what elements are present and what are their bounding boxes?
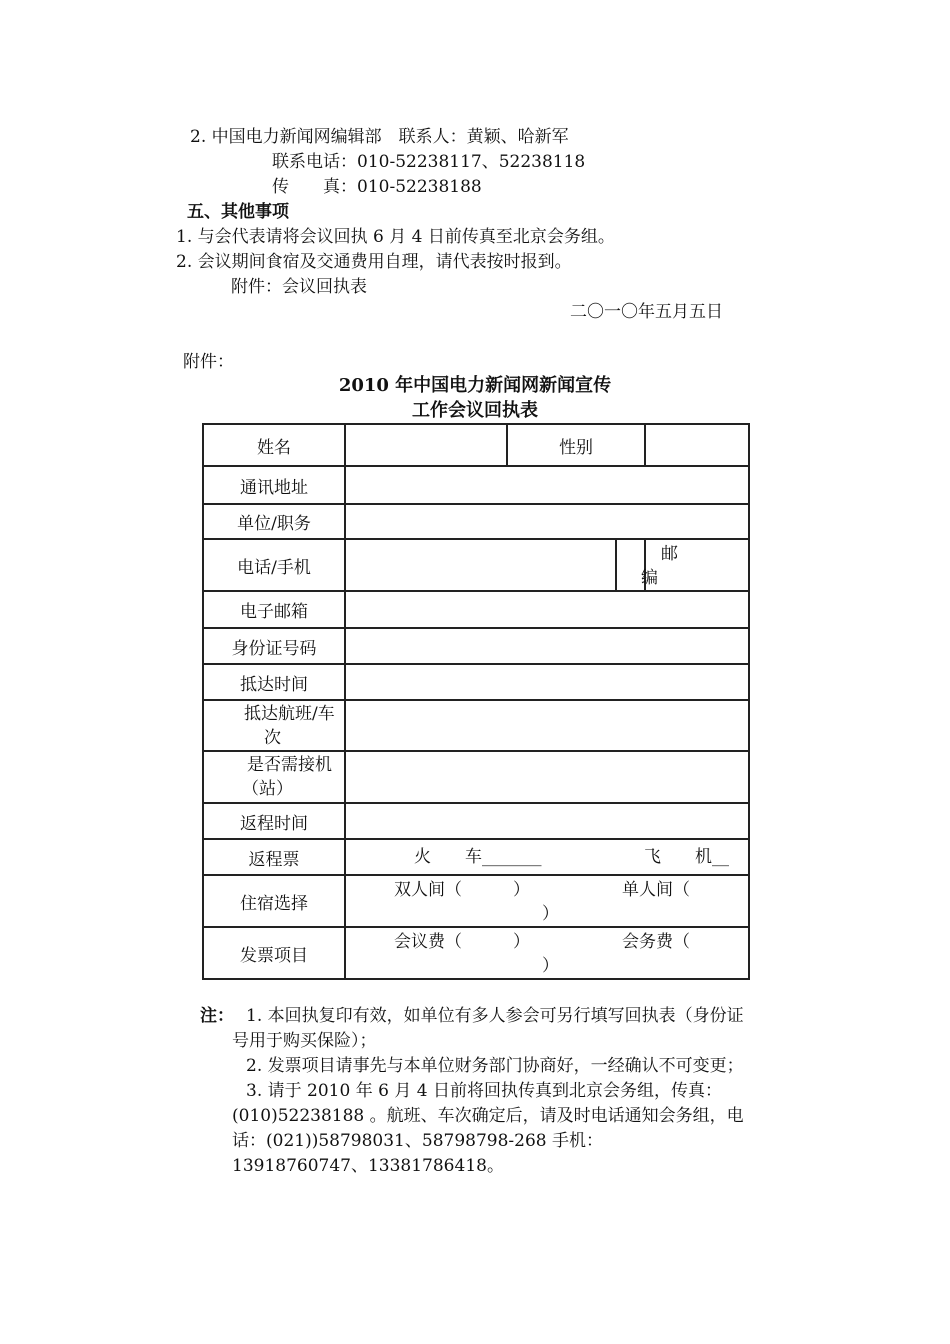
section-item-1: 1. 与会代表请将会议回执 6 月 4 日前传真至北京会务组。 <box>176 227 615 247</box>
invoice-label: 发票项目 <box>203 927 345 979</box>
pickup-label-1: 是否需接机 <box>247 755 332 775</box>
invoice-field[interactable] <box>345 927 749 979</box>
id-number-field[interactable] <box>345 628 749 664</box>
zip-label-cell <box>616 539 678 591</box>
service-fee-close: ） <box>542 956 559 976</box>
train-option[interactable]: 火 车_______ <box>414 847 542 867</box>
flight-field[interactable] <box>345 700 749 751</box>
note-3d: 13918760747、13381786418。 <box>232 1156 504 1176</box>
form-row-pickup <box>203 751 749 803</box>
phone-label: 电话/手机 <box>203 539 345 591</box>
meeting-fee-option[interactable]: 会议费（ ） <box>394 932 530 952</box>
pickup-label-2: （站） <box>242 779 293 799</box>
phone-field[interactable] <box>345 539 616 591</box>
form-row-name <box>203 424 749 466</box>
note-2: 2. 发票项目请事先与本单位财务部门协商好，一经确认不可变更； <box>246 1056 744 1076</box>
email-field[interactable] <box>345 591 749 628</box>
flight-label-1: 抵达航班/车 <box>244 704 335 724</box>
address-label: 通讯地址 <box>203 466 345 504</box>
form-row-id <box>203 628 749 664</box>
note-3a: 3. 请于 2010 年 6 月 4 日前将回执传真到北京会务组，传真： <box>246 1081 722 1101</box>
zip-label-1: 邮 <box>661 544 678 564</box>
arrival-time-label: 抵达时间 <box>203 664 345 700</box>
return-ticket-field[interactable] <box>345 839 749 875</box>
unit-field[interactable] <box>345 504 749 539</box>
contact-fax: 传 真：010-52238188 <box>272 177 482 197</box>
lodging-label: 住宿选择 <box>203 875 345 927</box>
email-label: 电子邮箱 <box>203 591 345 628</box>
form-row-unit <box>203 504 749 539</box>
single-room-option[interactable]: 单人间（ <box>622 880 690 900</box>
note-3c: 话：(021))58798031、58798798-268 手机： <box>232 1131 603 1151</box>
form-row-arrival <box>203 664 749 700</box>
note-1a: 1. 本回执复印有效，如单位有多人参会可另行填写回执表（身份证 <box>246 1006 744 1026</box>
form-row-address <box>203 466 749 504</box>
note-1b: 号用于购买保险）； <box>232 1031 377 1051</box>
double-room-option[interactable]: 双人间（ ） <box>394 880 530 900</box>
contact-line-1: 2. 中国电力新闻网编辑部 联系人：黄颖、哈新军 <box>190 127 569 147</box>
gender-label: 性别 <box>507 424 645 466</box>
contact-phone: 联系电话：010-52238117、52238118 <box>272 152 586 172</box>
form-title-line-2: 工作会议回执表 <box>412 400 538 421</box>
form-row-email <box>203 591 749 628</box>
address-field[interactable] <box>345 466 749 504</box>
unit-label: 单位/职务 <box>203 504 345 539</box>
id-number-label: 身份证号码 <box>203 628 345 664</box>
return-time-label: 返程时间 <box>203 803 345 839</box>
arrival-time-field[interactable] <box>345 664 749 700</box>
single-room-close: ） <box>542 904 559 924</box>
return-ticket-label: 返程票 <box>203 839 345 875</box>
form-row-return-ticket <box>203 839 749 875</box>
plane-option[interactable]: 飞 机__ <box>644 847 729 867</box>
name-field[interactable] <box>345 424 507 466</box>
form-row-invoice <box>203 927 749 979</box>
form-title-line-1: 2010 年中国电力新闻网新闻宣传 <box>338 375 612 396</box>
flight-label-cell <box>203 700 345 751</box>
attachment-note: 附件：会议回执表 <box>231 277 367 297</box>
form-row-return-time <box>203 803 749 839</box>
form-row-flight <box>203 700 749 751</box>
document-date: 二〇一〇年五月五日 <box>570 302 723 322</box>
reply-form-table <box>202 423 750 980</box>
name-label: 姓名 <box>203 424 345 466</box>
section-item-2: 2. 会议期间食宿及交通费用自理，请代表按时报到。 <box>176 252 572 272</box>
note-3b: (010)52238188 。航班、车次确定后，请及时电话通知会务组，电 <box>232 1106 744 1126</box>
service-fee-option[interactable]: 会务费（ <box>622 932 690 952</box>
pickup-field[interactable] <box>345 751 749 803</box>
form-row-lodging <box>203 875 749 927</box>
notes-label: 注： <box>200 1006 234 1026</box>
flight-label-2: 次 <box>264 728 281 748</box>
gender-field[interactable] <box>645 424 749 466</box>
return-time-field[interactable] <box>345 803 749 839</box>
zip-label-2: 编 <box>641 568 658 588</box>
lodging-field[interactable] <box>345 875 749 927</box>
form-row-phone <box>203 539 749 591</box>
section-heading: 五、其他事项 <box>187 202 289 222</box>
attachment-label: 附件： <box>183 352 234 372</box>
pickup-label-cell <box>203 751 345 803</box>
